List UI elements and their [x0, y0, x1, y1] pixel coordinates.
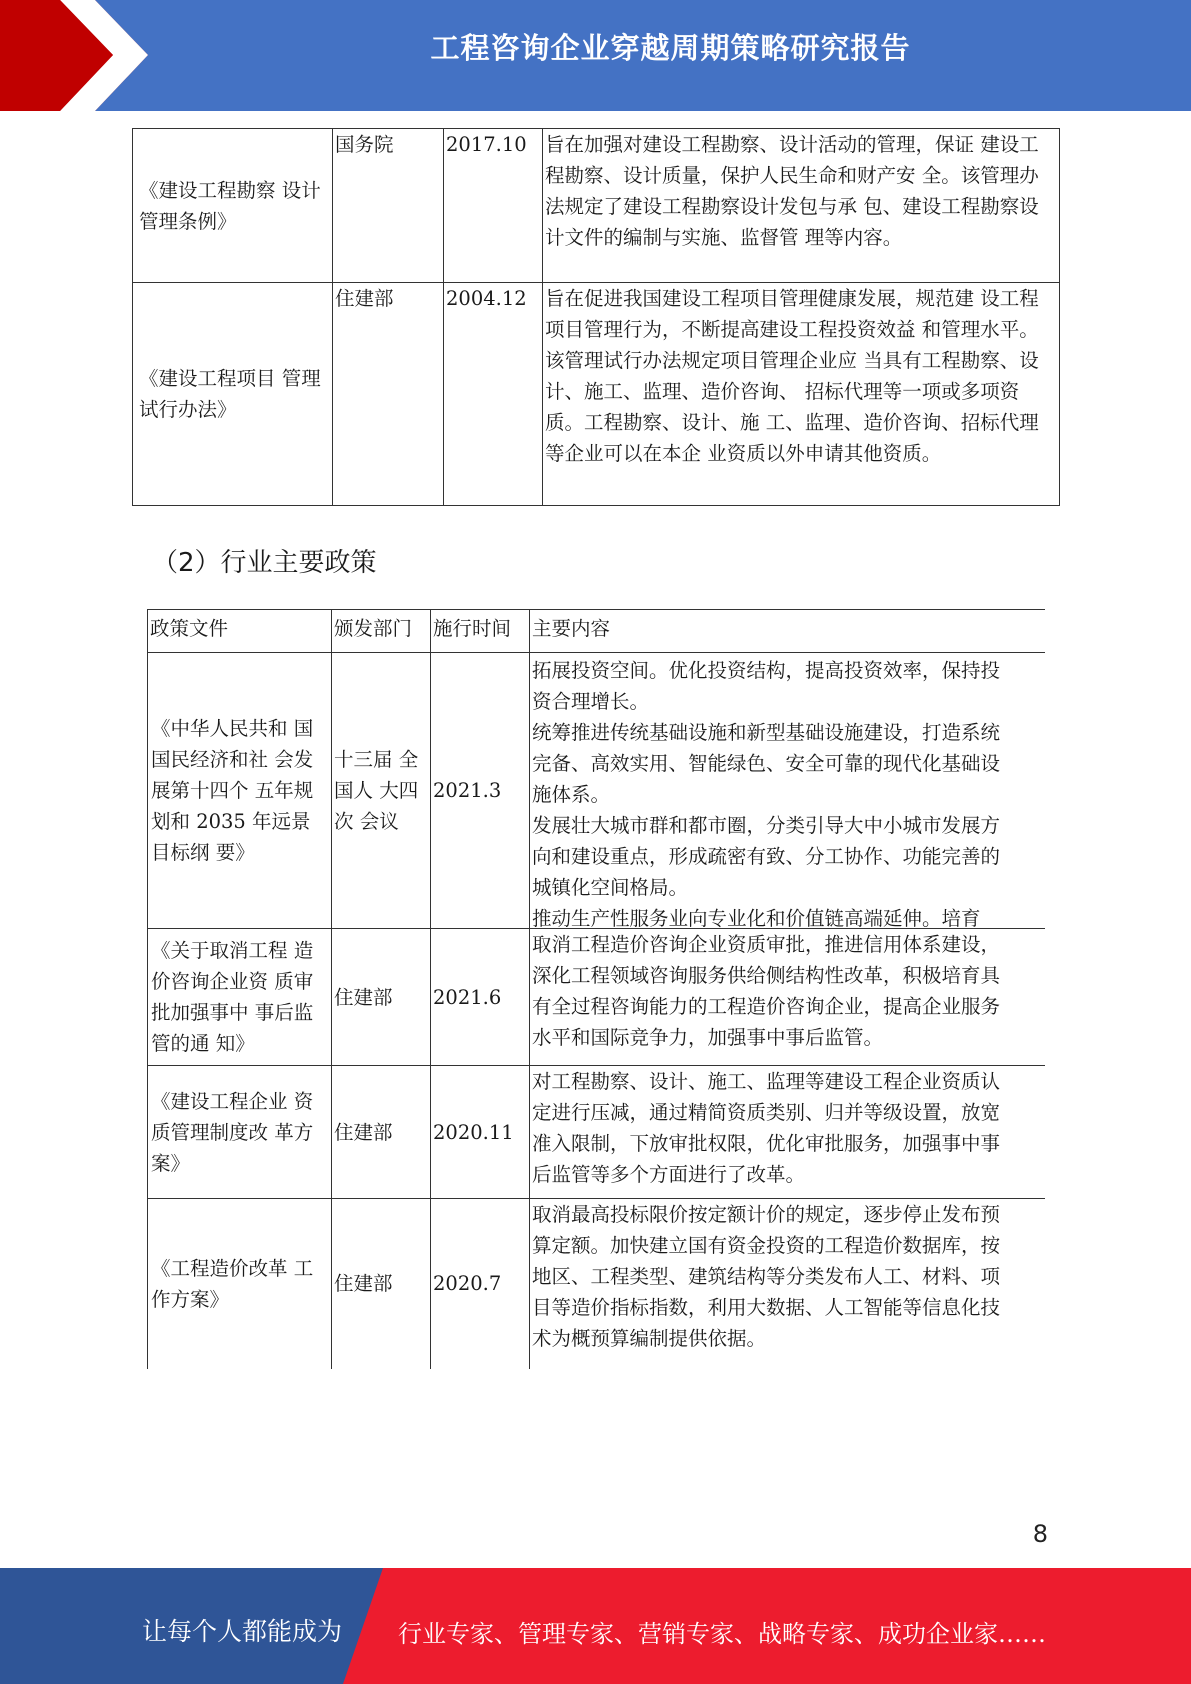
content-paragraph: 发展壮大城市群和都市圈，分类引导大中小城市发展方向和建设重点，形成疏密有致、分工协作、功能完善的城镇化空间格局。 — [532, 814, 1001, 899]
policy-doc: 《建设工程企业 资质管理制度改 革方案》 — [148, 1066, 332, 1199]
table-row — [148, 1199, 1045, 1369]
table-row — [133, 283, 1060, 506]
column-header-content: 主要内容 — [530, 610, 1045, 653]
content-text: 对工程勘察、设计、施工、监理等建设工程企业资质认定进行压减，通过精简资质类别、归并等级设置，放宽准入限制，下放审批权限，优化审批服务，加强事中事后监管等多个方面进行了改革。 — [532, 1070, 1001, 1186]
table-row — [148, 1066, 1045, 1199]
content-paragraph: 拓展投资空间。优化投资结构，提高投资效率，保持投资合理增长。 — [532, 659, 1001, 713]
page-header — [0, 0, 1191, 111]
page-footer — [0, 1568, 1191, 1684]
section-heading: （2）行业主要政策 — [152, 548, 377, 578]
effective-date: 2004.12 — [444, 283, 543, 506]
content-paragraph: 统筹推进传统基础设施和新型基础设施建设，打造系统完备、高效实用、智能绿色、安全可靠的现代化基础设施体系。 — [532, 721, 1001, 806]
issuing-dept: 十三届 全国人 大四次 会议 — [332, 653, 431, 929]
table-row — [133, 129, 1060, 283]
industry-policy-table — [147, 609, 1045, 1369]
table-row — [148, 653, 1045, 929]
column-header-dept: 颁发部门 — [332, 610, 431, 653]
table-header-row — [148, 610, 1045, 653]
effective-date: 2021.3 — [431, 653, 530, 929]
regulation-table — [132, 128, 1060, 506]
policy-content — [530, 929, 1045, 1066]
policy-doc: 《建设工程项目 管理试行办法》 — [133, 283, 333, 506]
policy-content: 旨在加强对建设工程勘察、设计活动的管理，保证 建设工程勘察、设计质量，保护人民生命和财产安 全。该管理办法规定了建设工程勘察设计发包与承 包、建设工程勘察设计文件的编制与实施、监督管 理等内容。 — [543, 129, 1060, 283]
issuing-dept: 住建部 — [332, 929, 431, 1066]
policy-doc: 《建设工程勘察 设计管理条例》 — [133, 129, 333, 283]
policy-doc: 《工程造价改革 工作方案》 — [148, 1199, 332, 1369]
policy-doc: 《关于取消工程 造价咨询企业资 质审批加强事中 事后监管的通 知》 — [148, 929, 332, 1066]
content-text: 取消工程造价咨询企业资质审批，推进信用体系建设，深化工程领域咨询服务供给侧结构性改革，积极培育具有全过程咨询能力的工程造价咨询企业，提高企业服务水平和国际竞争力，加强事中事后监管。 — [532, 933, 1001, 1049]
content-paragraph: 推动生产性服务业向专业化和价值链高端延伸。培育 — [532, 907, 981, 928]
effective-date: 2021.6 — [431, 929, 530, 1066]
effective-date: 2020.11 — [431, 1066, 530, 1199]
issuing-dept: 住建部 — [333, 283, 444, 506]
issuing-dept: 住建部 — [332, 1066, 431, 1199]
policy-content — [530, 1066, 1045, 1199]
policy-doc: 《中华人民共和 国国民经济和社 会发展第十四个 五年规划和 2035 年远景目标纲 要》 — [148, 653, 332, 929]
policy-content: 旨在促进我国建设工程项目管理健康发展，规范建 设工程项目管理行为，不断提高建设工程投资效益 和管理水平。该管理试行办法规定项目管理企业应 当具有工程勘察、设计、施工、监理、造价咨询、 招标代理等一项或多项资质。工程勘察、设计、施 工、监理、造价咨询、招标代理等企业可以在本企 业资质以外申请其他资质。 — [543, 283, 1060, 506]
issuing-dept: 国务院 — [333, 129, 444, 283]
report-title: 工程咨询企业穿越周期策略研究报告 — [430, 31, 911, 65]
policy-content — [530, 653, 1045, 929]
issuing-dept: 住建部 — [332, 1199, 431, 1369]
effective-date: 2020.7 — [431, 1199, 530, 1369]
effective-date: 2017.10 — [444, 129, 543, 283]
page-number: 8 — [1032, 1520, 1048, 1548]
footer-slogan-right: 行业专家、管理专家、营销专家、战略专家、成功企业家…… — [398, 1620, 1046, 1648]
table-row — [148, 929, 1045, 1066]
policy-content — [530, 1199, 1045, 1369]
column-header-doc: 政策文件 — [148, 610, 332, 653]
content-text: 取消最高投标限价按定额计价的规定，逐步停止发布预算定额。加快建立国有资金投资的工程造价数据库，按地区、工程类型、建筑结构等分类发布人工、材料、项目等造价指标指数，利用大数据、人工智能等信息化技术为概预算编制提供依据。 — [532, 1203, 1001, 1350]
footer-slogan-left: 让每个人都能成为 — [142, 1617, 343, 1646]
column-header-date: 施行时间 — [431, 610, 530, 653]
